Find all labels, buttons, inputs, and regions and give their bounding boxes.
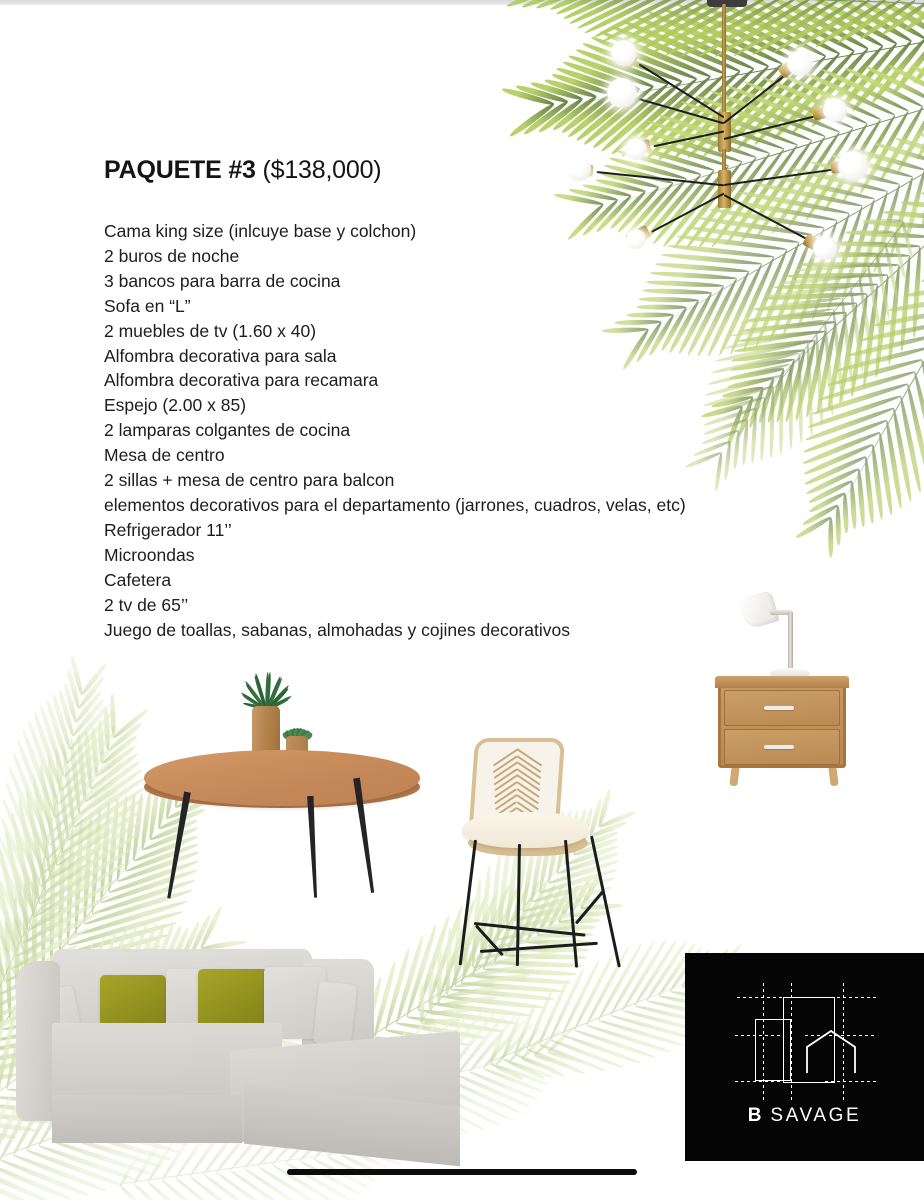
package-item: Microondas (104, 544, 195, 565)
brand-initial: B (747, 1105, 763, 1126)
bar-stool-leg (564, 840, 579, 968)
chandelier-bulb (787, 50, 813, 76)
title-price: ($138,000) (262, 156, 382, 184)
logo-guide-line (831, 997, 877, 998)
package-item: Alfombra decorativa para recamara (104, 370, 379, 391)
l-shaped-sofa-image (16, 945, 486, 1175)
package-item: 3 bancos para barra de cocina (104, 270, 341, 291)
page-title (104, 156, 804, 185)
logo-guide-line (737, 997, 787, 998)
chandelier-bulb (607, 78, 637, 108)
title-package-label: PAQUETE #3 (104, 156, 256, 184)
palm-frond (16, 688, 82, 982)
nightstand-handle (764, 706, 794, 710)
brand-name: SAVAGE (770, 1105, 862, 1126)
chandelier-bulb (813, 236, 837, 260)
package-item: Alfombra decorativa para sala (104, 345, 337, 366)
chandelier-arm (723, 74, 786, 124)
sofa-pillow-gray (313, 981, 357, 1047)
package-item: 2 lamparas colgantes de cocina (104, 420, 351, 441)
package-item: Sofa en “L” (104, 295, 191, 316)
package-item: Cama king size (inlcuye base y colchon) (104, 221, 417, 241)
package-item: 2 tv de 65’’ (104, 594, 189, 615)
package-item: 2 sillas + mesa de centro para balcon (104, 470, 395, 491)
palm-frond (828, 263, 924, 525)
package-item: 2 buros de noche (104, 245, 240, 266)
sofa-base (52, 1095, 242, 1143)
b-savage-architectural-mark-icon (733, 983, 881, 1101)
nightstand-handle (764, 745, 794, 749)
coffee-table-leg (165, 791, 191, 899)
brand-logo-badge (685, 953, 924, 1161)
logo-house-outline (805, 1029, 857, 1071)
package-item: Refrigerador 11’’ (104, 519, 232, 540)
home-indicator-bar[interactable] (287, 1169, 637, 1175)
brand-logo-text (685, 1105, 924, 1127)
package-item: 2 muebles de tv (1.60 x 40) (104, 320, 317, 341)
bar-stool-footrail (575, 890, 604, 924)
package-item: elementos decorativos para el departamento (jarrones, cuadros, velas, etc) (104, 494, 686, 515)
chandelier-rod (722, 4, 726, 114)
package-item: Juego de toallas, sabanas, almohadas y cojines decorativos (104, 619, 570, 640)
chandelier-bulb (838, 151, 868, 181)
chandelier-arm (724, 115, 818, 141)
logo-guide-line (735, 1081, 781, 1082)
oval-coffee-table-image (138, 668, 428, 908)
chandelier-canopy (707, 0, 747, 7)
package-copy-block (104, 156, 804, 642)
coffee-table-leg (307, 796, 319, 898)
bar-stool-cushion (462, 812, 590, 848)
package-item-list (104, 219, 804, 642)
chandelier-arm (653, 130, 724, 147)
bar-stool-footrail (474, 922, 586, 937)
package-item: Mesa de centro (104, 445, 225, 466)
nightstand-top-surface (715, 676, 849, 688)
package-item: Cafetera (104, 569, 172, 590)
chandelier-bulb (823, 98, 847, 122)
package-item: Espejo (2.00 x 85) (104, 395, 247, 416)
